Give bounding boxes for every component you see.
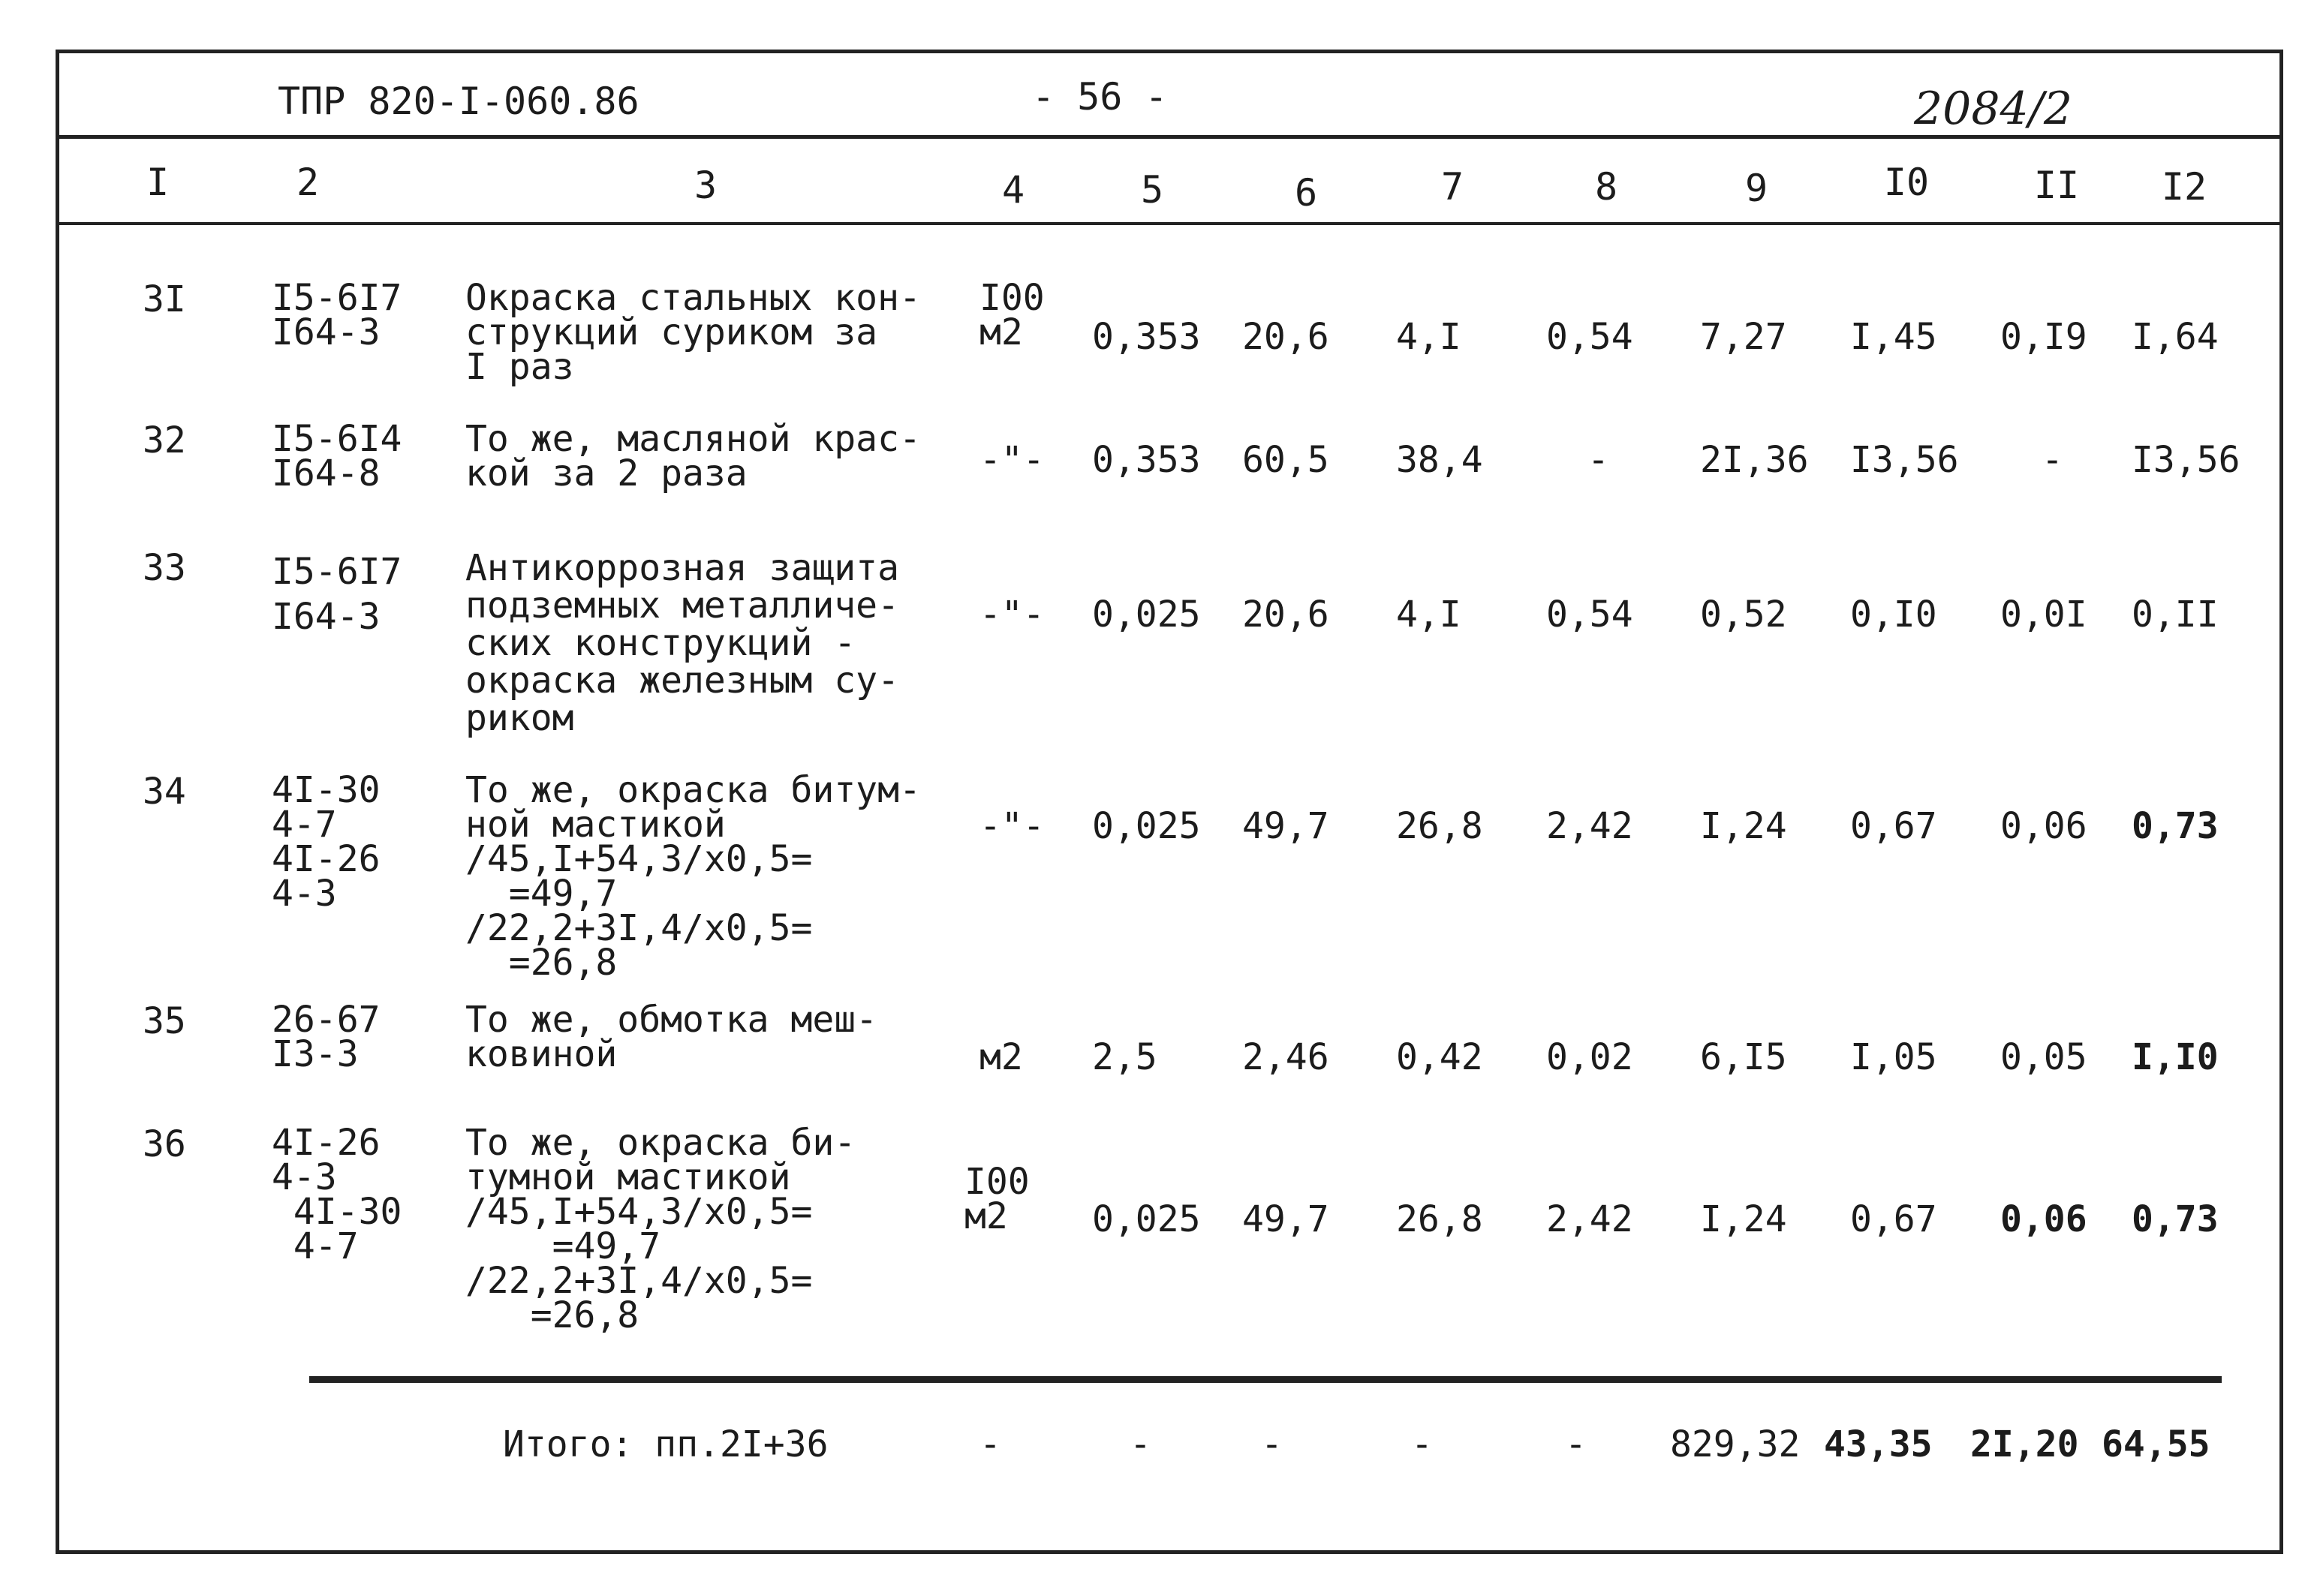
value-col7: 26,8 [1396, 805, 1483, 847]
value-col9: 0,52 [1700, 594, 1787, 636]
total-col11: 2I,20 [1970, 1423, 2079, 1465]
total-col12: 64,55 [2102, 1423, 2210, 1465]
doc-code: ТПР 820-I-060.86 [278, 80, 639, 123]
norm-code: 26-67 I3-3 [272, 999, 381, 1075]
value-col9: I,24 [1700, 805, 1787, 847]
row-number: 35 [143, 1000, 186, 1042]
work-description: То же, обмотка меш- ковиной [465, 999, 878, 1075]
value-col8: 0,54 [1546, 594, 1633, 636]
work-description: Окраска стальных кон- струкций суриком за I раз [465, 277, 921, 388]
quantity: 0,025 [1092, 594, 1201, 636]
value-col6: 20,6 [1242, 316, 1329, 358]
quantity: 0,025 [1092, 1198, 1201, 1240]
norm-code: I5-6I7 I64-3 [272, 277, 402, 353]
value-col12: 0,73 [2132, 805, 2219, 847]
column-header: I2 [2161, 165, 2207, 209]
column-header: 4 [1001, 168, 1025, 212]
value-col8: 0,02 [1546, 1036, 1633, 1078]
unit: -"- [979, 439, 1045, 481]
norm-code: I5-6I4 I64-8 [272, 418, 402, 494]
value-col7: 38,4 [1396, 439, 1483, 481]
row-number: 33 [143, 547, 186, 589]
value-col10: I3,56 [1850, 439, 1959, 481]
page-number: - 56 - [1032, 75, 1168, 119]
work-description: То же, окраска битум- ной мастикой /45,I+54,3/x0,5= =49,7 /22,2+3I,4/x0,5= =26,8 [465, 769, 921, 984]
value-col7: 4,I [1396, 594, 1461, 636]
column-header: 3 [694, 164, 718, 207]
total-col9: 829,32 [1670, 1423, 1801, 1465]
unit: -"- [979, 805, 1045, 847]
value-col9: 6,I5 [1700, 1036, 1787, 1078]
column-header: 9 [1744, 167, 1768, 210]
quantity: 0,353 [1092, 439, 1201, 481]
column-header: 7 [1440, 165, 1464, 209]
work-description: То же, масляной крас- кой за 2 раза [465, 418, 921, 494]
row-number: 36 [143, 1123, 186, 1165]
unit: I00 м2 [964, 1161, 1030, 1237]
unit: I00 м2 [979, 277, 1045, 353]
value-col9: I,24 [1700, 1198, 1787, 1240]
value-col10: I,45 [1850, 316, 1937, 358]
quantity: 0,025 [1092, 805, 1201, 847]
page-frame [56, 50, 2283, 1554]
value-col11: 0,0I [2000, 594, 2087, 636]
work-description: Антикоррозная защита подземных металличе- ских конструкций - окраска железным су- риком [465, 547, 899, 739]
column-header: I0 [1883, 161, 1930, 204]
quantity: 0,353 [1092, 316, 1201, 358]
value-col6: 49,7 [1242, 1198, 1329, 1240]
value-col6: 2,46 [1242, 1036, 1329, 1078]
value-col7: 4,I [1396, 316, 1461, 358]
column-header: I [146, 161, 170, 204]
unit: м2 [979, 1036, 1023, 1078]
column-header: 6 [1294, 171, 1318, 215]
norm-code: I5-6I7 I64-3 [272, 551, 402, 638]
total-label: Итого: пп.2I+36 [503, 1423, 829, 1465]
column-header: II [2033, 164, 2080, 207]
value-col12: I,I0 [2132, 1036, 2219, 1078]
value-col10: 0,I0 [1850, 594, 1937, 636]
header-divider [56, 135, 2283, 139]
value-col6: 60,5 [1242, 439, 1329, 481]
value-col9: 7,27 [1700, 316, 1787, 358]
value-col12: 0,II [2132, 594, 2219, 636]
value-col8: 2,42 [1546, 1198, 1633, 1240]
total-col8: - [1565, 1423, 1587, 1465]
value-col10: 0,67 [1850, 1198, 1937, 1240]
row-number: 34 [143, 771, 186, 813]
total-col7: - [1411, 1423, 1433, 1465]
unit: -"- [979, 594, 1045, 636]
column-header: 8 [1594, 165, 1618, 209]
value-col8: 0,54 [1546, 316, 1633, 358]
total-col6: - [1261, 1423, 1283, 1465]
value-col12: I3,56 [2132, 439, 2240, 481]
value-col12: 0,73 [2132, 1198, 2219, 1240]
column-header-divider [56, 222, 2283, 225]
value-col11: 0,05 [2000, 1036, 2087, 1078]
value-col6: 20,6 [1242, 594, 1329, 636]
norm-code: 4I-26 4-3 4I-30 4-7 [272, 1122, 402, 1267]
value-col9: 2I,36 [1700, 439, 1809, 481]
row-number: 3I [143, 278, 186, 320]
value-col12: I,64 [2132, 316, 2219, 358]
quantity: 2,5 [1092, 1036, 1157, 1078]
value-col10: 0,67 [1850, 805, 1937, 847]
value-col8: 2,42 [1546, 805, 1633, 847]
work-description: То же, окраска би- тумной мастикой /45,I+54,3/x0,5= =49,7 /22,2+3I,4/x0,5= =26,8 [465, 1122, 856, 1336]
handwritten-number: 2084/2 [1914, 83, 2073, 135]
total-col4: - [979, 1423, 1001, 1465]
column-header: 5 [1140, 168, 1164, 212]
norm-code: 4I-30 4-7 4I-26 4-3 [272, 769, 381, 915]
value-col10: I,05 [1850, 1036, 1937, 1078]
total-col10: 43,35 [1824, 1423, 1933, 1465]
row-number: 32 [143, 419, 186, 461]
value-col8: - [1587, 439, 1609, 481]
value-col7: 26,8 [1396, 1198, 1483, 1240]
value-col6: 49,7 [1242, 805, 1329, 847]
total-divider [309, 1376, 2222, 1383]
total-col5: - [1130, 1423, 1151, 1465]
value-col11: 0,I9 [2000, 316, 2087, 358]
value-col11: 0,06 [2000, 1198, 2087, 1240]
value-col7: 0,42 [1396, 1036, 1483, 1078]
column-header: 2 [296, 161, 320, 204]
value-col11: - [2042, 439, 2063, 481]
value-col11: 0,06 [2000, 805, 2087, 847]
